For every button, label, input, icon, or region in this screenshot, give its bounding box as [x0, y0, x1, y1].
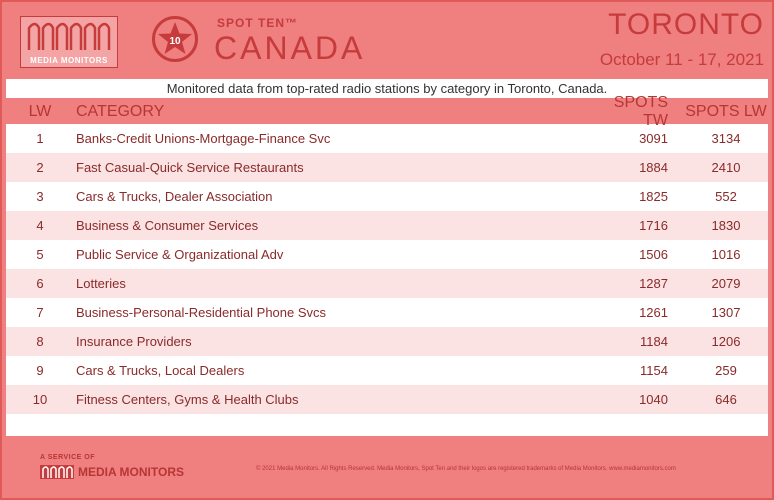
table-row: [6, 269, 768, 298]
row-category: Fitness Centers, Gyms & Health Clubs: [76, 392, 299, 407]
row-spots-tw: 1506: [639, 247, 668, 262]
row-spots-tw: 1040: [639, 392, 668, 407]
row-spots-tw: 1184: [640, 334, 668, 349]
table-header: [6, 94, 768, 129]
row-spots-lw: 1307: [711, 305, 741, 320]
row-spots-tw: 1716: [639, 218, 668, 233]
row-category: Public Service & Organizational Adv: [76, 247, 284, 262]
row-spots-lw: 1016: [711, 247, 741, 262]
row-spots-tw: 1825: [639, 189, 668, 204]
row-lw: 2: [36, 160, 44, 175]
spot-ten-badge: [152, 16, 198, 62]
row-lw: 7: [36, 305, 44, 320]
date-range: October 11 - 17, 2021: [599, 50, 764, 69]
row-spots-tw: 1287: [639, 276, 668, 291]
header-category: CATEGORY: [76, 103, 165, 120]
waveform-icon: [40, 465, 74, 479]
table-row: [6, 240, 768, 269]
row-spots-lw: 552: [715, 189, 737, 204]
header-spots-lw: SPOTS LW: [685, 103, 767, 120]
row-lw: 3: [36, 189, 44, 204]
spot-ten-label: SPOT TEN™: [217, 16, 299, 30]
header: [2, 2, 772, 76]
country-title: CANADA: [214, 30, 366, 66]
row-lw: 5: [36, 247, 44, 262]
row-category: Insurance Providers: [76, 334, 192, 349]
footer-logo: [40, 465, 184, 479]
row-spots-tw: 3091: [639, 131, 668, 146]
row-spots-tw: 1884: [639, 160, 668, 175]
table-row: [6, 182, 768, 211]
copyright: © 2021 Media Monitors. All Rights Reserved. Media Monitors, Spot Ten and their logos are registered trademarks of Media Monitors. www.mediamonitors.com: [256, 466, 676, 472]
table-row: [6, 153, 768, 182]
media-monitors-logo: [20, 16, 118, 68]
row-spots-lw: 1206: [711, 334, 741, 349]
row-lw: 4: [36, 218, 44, 233]
row-category: Lotteries: [76, 276, 126, 291]
row-lw: 9: [36, 363, 44, 378]
row-spots-tw: 1154: [640, 363, 668, 378]
service-of-label: A SERVICE OF: [40, 454, 96, 461]
row-category: Business & Consumer Services: [76, 218, 259, 233]
row-spots-lw: 2410: [711, 160, 741, 175]
row-category: Cars & Trucks, Local Dealers: [76, 363, 245, 378]
badge-number: 10: [169, 36, 181, 47]
subtitle: Monitored data from top-rated radio stations by category in Toronto, Canada.: [6, 79, 768, 98]
row-spots-tw: 1261: [639, 305, 668, 320]
row-lw: 6: [36, 276, 44, 291]
row-spots-lw: 3134: [711, 131, 741, 146]
table-footer-space: [6, 414, 768, 436]
row-spots-lw: 1830: [711, 218, 741, 233]
row-category: Cars & Trucks, Dealer Association: [76, 189, 273, 204]
row-spots-lw: 2079: [711, 276, 741, 291]
category-table: [6, 94, 768, 436]
table-body: [6, 124, 768, 414]
row-category: Fast Casual-Quick Service Restaurants: [76, 160, 304, 175]
star-icon: [155, 19, 195, 59]
row-category: Business-Personal-Residential Phone Svcs: [76, 305, 327, 320]
row-spots-lw: 259: [715, 363, 737, 378]
row-lw: 8: [36, 334, 44, 349]
city-title: TORONTO: [608, 8, 764, 41]
row-category: Banks-Credit Unions-Mortgage-Finance Svc: [76, 131, 331, 146]
row-lw: 10: [32, 392, 48, 407]
logo-label: MEDIA MONITORS: [30, 56, 108, 65]
table-row: [6, 211, 768, 240]
row-lw: 1: [36, 131, 44, 146]
table-row: [6, 298, 768, 327]
table-row: [6, 327, 768, 356]
header-lw: LW: [28, 103, 52, 120]
table-row: [6, 356, 768, 385]
footer-brand: MEDIA MONITORS: [78, 465, 185, 479]
waveform-icon: [27, 20, 111, 52]
footer: [2, 440, 772, 498]
table-row: [6, 385, 768, 414]
header-spots-tw: SPOTS TW: [613, 94, 668, 129]
row-spots-lw: 646: [715, 392, 737, 407]
